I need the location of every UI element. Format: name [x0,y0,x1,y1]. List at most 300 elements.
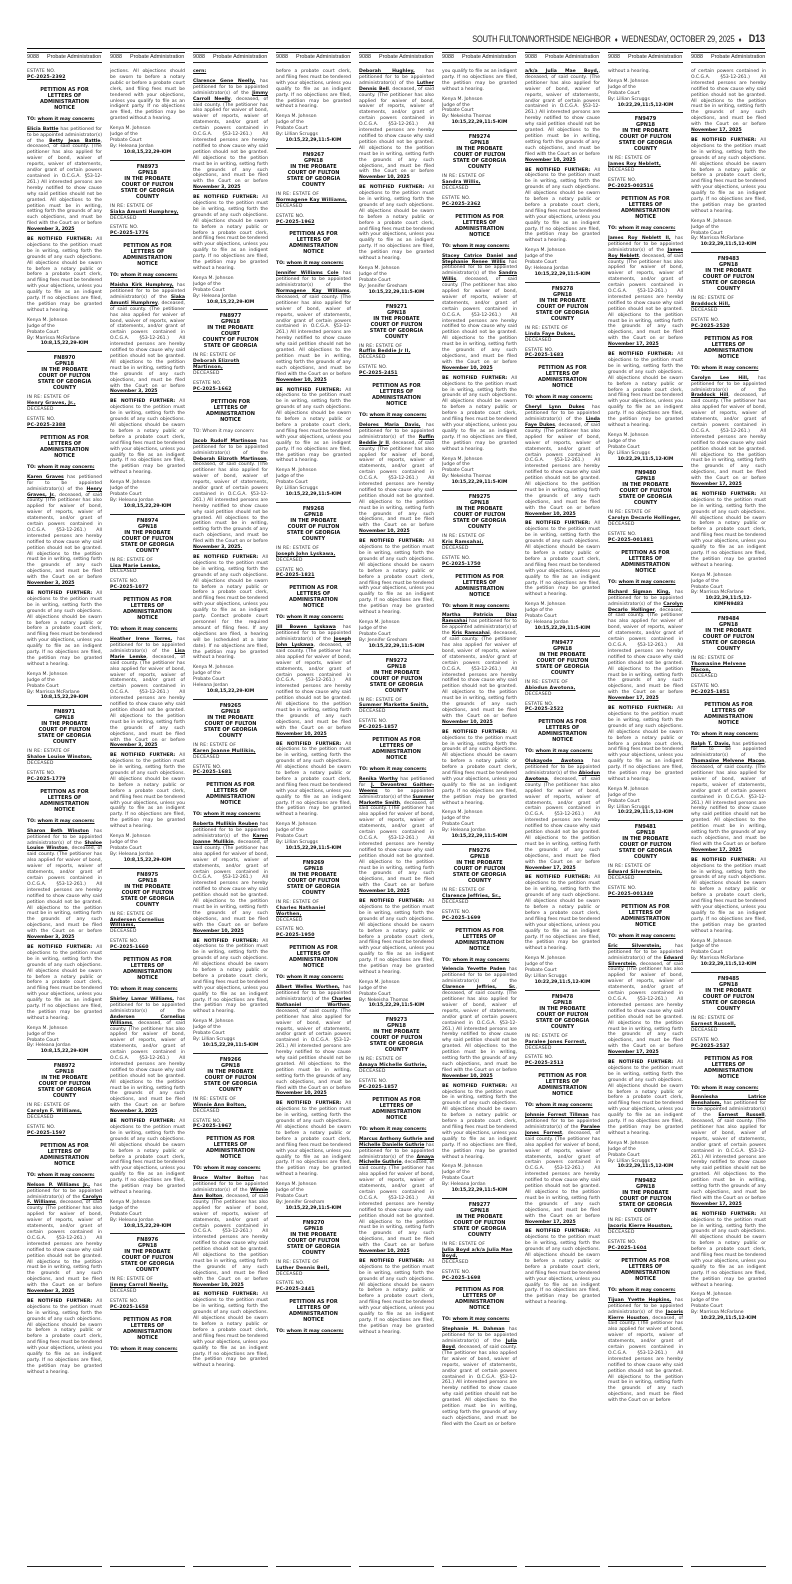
judge-title: Judge of the [525,962,553,968]
notice-addressee [691,732,766,738]
publication-dates: 10:8,15,22,29-KIM [123,503,172,509]
notice-title-line: LETTERS OF [296,237,331,244]
notice-addressee [525,749,600,755]
notice-title-line: ADMINISTRATION [289,1311,338,1318]
publication-dates: 10:15,22,29,11:5-KIM [368,643,425,649]
estate-no-label: ESTATE NO. [110,1299,139,1305]
court-name-line: COUNTY [467,524,492,531]
deceased-label: DECEASED [276,1271,303,1277]
petition-text: , deceased, of said county. (The petitioner has also applied for waiver of bond, waiver of reports, waiver of statements, and/or grant of certain powers contained in O.C.G.A. §53-12-261.) All interested persons are hereby notified to show cause why said petition should not be granted. All objections to the petition must be in writing, setting forth the grounds of any such objections, and must be filed with the Court on or before [276,1002,351,1091]
publication-dates: 10:22,29,11:5,12-KIM [700,962,757,968]
estate-number-block [110,225,185,237]
judge-signature [525,602,600,632]
to-label: TO: [276,975,287,981]
estate-no-label: ESTATE NO. [525,1055,554,1061]
estate-no-label: ESTATE NO. [27,69,56,74]
be-notified-text: All objections to the petition must be in writing, setting forth the grounds of any such objections. All objections should be sworn to before a notary public or before a probate court clerk, and filing fees must be tendered with your objections, unless you qualify to file as an indigent party. If no objections are filed, the petition may be granted without a hearing. [27,944,102,1021]
deceased-label: DECEASED [193,1108,220,1114]
court-name-line: COUNTY [52,385,77,392]
notice-title-line: LETTERS OF [296,591,331,598]
estate-no-label: ESTATE NO. [691,318,720,323]
to-whom: whom it may concern: [120,627,178,633]
estate-no-label: ESTATE NO. [525,347,554,353]
petitioner-name: Richard Sigman King, [608,589,671,595]
by-label: By: [193,1037,202,1042]
be-notified-text: All objections to the petition must be in writing, setting forth the grounds of any such objections. All objections should be sworn to before a notary public or before a probate court clerk, and filing fees must be tendered with your objections, unless you qualify to file as an indigent party. If no objections are filed, the petition may be granted without a hearing. [442,1083,517,1160]
to-label: TO: [442,1317,453,1323]
be-notified-label: BE NOTIFIED FURTHER: [691,1211,757,1217]
notice-title-line: PETITION AS FOR [40,434,89,441]
judge-name: Kenya M. Johnson [359,619,400,625]
notice-title [608,904,683,928]
decedent-name: Shaloe Louise Winston [27,840,102,852]
be-notified-label: BE NOTIFIED FURTHER: [442,729,508,735]
deceased-label: DECEASED [359,355,386,361]
in-re-label: IN RE: ESTATE OF [525,679,569,685]
notice-header [27,705,102,745]
be-notified-paragraph [691,1212,766,1289]
estate-number: PC-2025-1851 [691,689,730,695]
by-label: By: [691,590,700,596]
petition-paragraph [27,127,102,233]
notice-title-line: NOTICE [386,755,407,762]
petition-text: has petitioned for to be appointed administrator(s) of the [110,996,185,1014]
petition-text: has petitioned for to be appointed administrator(s) of the [276,985,351,1002]
estate-no-label: ESTATE NO. [442,1269,471,1275]
be-notified-label: BE NOTIFIED FURTHER: [193,195,259,201]
to-label: TO: [359,767,370,773]
estate-number: PC-2025-2522 [525,707,564,713]
petitioner-name: Renika Worthy [359,776,398,782]
judge-title: Judge of the [110,132,138,138]
notice-addressee [276,261,351,267]
court-name-line: COURT OF FULTON [453,152,506,159]
estate-number-block [525,1055,600,1067]
in-re-label: IN RE: ESTATE OF [608,1218,652,1224]
court-name-line: COURT OF FULTON [121,535,174,542]
judge-signature [27,672,102,702]
notice-fn-number: FN8971 [53,709,76,716]
notice-title-line: PETITION AS FOR [206,782,255,789]
petition-text: has petitioned for to be appointed administrator(s) of the [110,283,185,300]
estate-of-block [691,1016,766,1034]
notice-gpn: GPN18 [138,1243,157,1250]
notice-title-line: ADMINISTRATION [40,446,89,453]
notice-title [27,435,102,459]
section-name: Probate Administration [628,54,683,60]
petition-text: has petitioned for to be appointed administrator(s) of the [525,405,600,423]
petition-text: , deceased, of said county. (The petitioner has also applied for waiver of bond, waiver of reports, waiver of statements, and/or grant of certain powers contained in O.C.G.A. §53-12-261.) All interested persons are hereby notified to show cause why said petition should not be granted. All objections to the petition must be in writing, setting forth the grounds of any such objections, and must be filed with the Court on or before [359,86,434,175]
by-label: By: [110,1217,119,1223]
petition-paragraph [27,829,102,941]
decedent-name: Carolyn F. Williams, [27,1109,82,1115]
clerk-name: Heleana Jordan [533,266,569,271]
by-label: By: [27,335,36,341]
decedent-name: Siaka Amunti Humphrey, [110,209,179,215]
in-re-label: IN RE: ESTATE OF [442,888,486,893]
notice-title [27,789,102,813]
petition-paragraph [359,1137,434,1255]
petition-text: , deceased, of said county. (The petitioner has also applied for waiver of bond, waiver of reports, waiver of statements, and/or grant of certain powers contained in O.C.G.A. §53-12-261.) All interested persons are hereby notified to show cause why said petition should not be granted. All objections to the petition must be in writing, setting forth the grounds of any such objections, and must be filed with the Court on or before [525,69,600,157]
publication-dates: 10:15,22,29,11:5-KIM [368,1003,425,1009]
objection-deadline: November 10, 2025 [359,175,410,181]
clerk-name: Heleana Jordan [118,1217,154,1223]
petition-text: , deceased, of said county. (The petitioner has also applied for waiver of bond, waiver of reports, waiver of statements, and/or grant of certain powers contained in O.C.G.A. §53-12-261.) All interested persons are hereby notified to show cause why said petition should not be granted. All objections to the petition must be in writing, setting forth the grounds of any such objections, and must be filed with the Court on or before [442,1345,517,1427]
petition-text: has petitioned for to be appointed administrator(s) of the [359,69,434,86]
judge-title: Judge of the [110,486,138,492]
estate-no-label: ESTATE NO. [608,532,637,538]
to-label: TO: [359,413,370,419]
decedent-name: Normagene Kay Williams, [276,197,347,203]
notice-header [525,636,600,676]
notice-column [608,52,683,1567]
court-name-line: IN THE PROBATE [373,315,420,322]
estate-number: PC-2025-1857 [359,1085,398,1090]
be-notified-label: BE NOTIFIED FURTHER: [691,857,757,863]
be-notified-text: All objections to the petition must be in writing, setting forth the grounds of any such objections. All objections should be sworn to before a notary public or before a probate court clerk, and filing fees must be tendered with your objections, unless you qualify to file as an indigent party. If no objections are filed, the petition may be granted without a hearing. [110,1119,185,1195]
to-whom: whom it may concern: [120,1346,178,1352]
estate-number-block [110,579,185,591]
court-name-line: COURT [220,331,241,338]
notice-title-line: ADMINISTRATION [206,794,255,801]
notice-header [27,1059,102,1099]
judge-signature [608,79,683,109]
judge-signature [276,114,351,144]
court-name-line: IN THE PROBATE [539,1005,586,1012]
be-notified-text: All objections to the petition must be in writing, setting forth the grounds of any such objections. All objections should be sworn to before a notary public or before a probate court clerk, and filing fees must be tendered with your objections, unless you qualify to file as an indigent party. If no objections are filed, the petition may be granted without a hearing. [359,185,434,262]
court-name-line: STATE OF GEORGIA [618,848,673,855]
judge-signature [110,834,185,864]
estate-of-block [276,1260,351,1278]
court-name-line: STATE OF GEORGIA [535,309,590,316]
petition-paragraph [193,822,268,934]
petition-text: , deceased, of said county. (The petitioner has also applied for waiver of bond, waiver of reports, waiver of statements, and/or grant of certain powers contained in O.C.G.A. §53-12-261.) All interested persons are hereby notified to show cause why said petition should not be granted. All objections to the petition must be in writing, setting forth the grounds of any such objections, and must be filed with the Court on or before [276,643,351,731]
notice-title-line: LETTERS OF [711,1061,746,1068]
court-name-line: COUNTY [135,193,160,200]
petition-text: has petitioned for to be appointed administrator(s) of the [276,625,351,643]
in-re-label: IN RE: ESTATE OF [193,353,237,359]
deceased-label: DECEASED [276,557,303,563]
be-notified-text: All objections to the petition must be in writing, setting forth the grounds of any such objections. All objections should be sworn to before a notary public or before a probate court clerk, and filing fees must be tendered with your objections, unless you qualify to file as an indigent party. If no objections are filed, the petition may be granted without a hearing. [193,938,268,1015]
column-section-header [691,52,766,63]
estate-of-block [525,680,600,698]
to-label: TO: [276,261,287,267]
notice-title [27,87,102,111]
court-name-line: STATE OF GEORGIA [535,663,590,670]
notice-fn-number: FN9481 [634,824,657,831]
estate-no-label: ESTATE NO. [442,555,471,561]
notice-title-line: NOTICE [54,1160,75,1167]
notice-title [608,196,683,220]
estate-number-block [691,684,766,696]
to-label: TO: [276,615,287,621]
be-notified-text: All objections to the petition must be in writing, setting forth the grounds of any such objections. All objections should be sworn to before a notary public or before a probate court clerk, and filing fees must be tendered with your objections, unless you qualify to file as an indigent party. If no objections are filed, the petition may be granted without a hearing. [110,753,185,830]
notice-title [691,702,766,726]
in-re-label: IN RE: ESTATE OF [276,545,320,551]
notice-addressee [276,1329,351,1335]
notice-title-line: LETTERS OF [296,951,331,958]
court-name-line: IN THE PROBATE [41,367,88,374]
notice-title [359,737,434,761]
notice-fn-number: FN9477 [551,639,574,646]
judge-signature [608,1141,683,1171]
to-whom: whom it may concern: [369,1126,427,1132]
notice-title [442,574,517,598]
section-name: Probate Administration [213,54,268,60]
notice-title [442,928,517,952]
court-name-line: COURT OF FULTON [38,373,91,380]
notice-title-line: NOTICE [54,452,75,459]
to-label: TO: [27,116,38,122]
by-label: By: [608,1158,617,1164]
estate-of-block [691,296,766,314]
notice-title-line: ADMINISTRATION [621,1269,670,1276]
decedent-name: Karen Joanne Mullikin, [193,748,256,754]
court-name-line: COURT OF FULTON [702,634,755,641]
notice-title [110,957,185,981]
decedent-name: Amaya Michelle Guthrie [359,1154,434,1166]
notice-title [193,1136,268,1160]
judge-title: Judge of the [110,840,138,845]
court-name-line: COUNTY [135,901,160,908]
to-whom: whom it may concern: [120,273,178,279]
to-label: TO: [691,365,702,371]
judge-signature [691,219,766,249]
court-name-line: COUNTY [467,878,492,884]
petition-text: has petitioned for to be appointed administrator(s) of the [27,828,102,846]
decedent-name: Andersen Cornelius Williams, [110,917,165,929]
be-notified-paragraph [359,539,434,616]
by-label: By: [276,486,285,492]
be-notified-text: All objections to the petition must be in writing, setting forth the grounds of any such objections. All objections should be sworn to before a notary public or before a probate court clerk, and filing fees must be tendered with your objections, unless you qualify to file as an indigent party. If no objections are filed, the petition may be granted without a hearing. [525,167,600,244]
judge-name: Kenya M. Johnson [691,572,732,578]
petitioner-name: Olukayode Awotona [525,759,584,765]
section-code: 9088 [359,54,371,60]
estate-of-block [27,395,102,413]
deceased-label: DECEASED [525,337,552,343]
notice-fn-number: FN9479 [634,116,657,123]
notice-header [691,612,766,652]
decedent-name: Henry Graves, Jr. [27,486,102,498]
decedent-name: Summer Markette Smith [359,794,434,806]
court-name-line: IN THE PROBATE [705,988,752,995]
notice-addressee [442,244,517,250]
court-name-line: IN THE PROBATE [705,268,752,275]
notice-title-line: PETITION AS FOR [455,213,504,220]
in-re-label: IN RE: ESTATE OF [276,899,320,905]
notice-column [359,52,434,1567]
notice-header [608,1174,683,1214]
court-label: Probate Court [442,108,474,114]
estate-number: PC-2025-001881 [608,538,654,544]
petition-text: has petitioned for to be appointed administrator(s) of the [608,235,683,253]
notice-title [359,1097,434,1121]
estate-number: PC-2025-1662 [193,386,232,392]
court-name-line: COURT OF FULTON [204,1074,257,1081]
petition-text: , deceased, of said county. (The petitioner has also applied for waiver of bond, waiver of reports, waiver of statements, and/or grant of certain powers contained in O.C.G.A. §53-12-261.) All interested persons are hereby notified to show cause why said petition should not be granted. All objections to the petition must be in writing, setting forth the grounds of any such objections, and must be filed with the Court on or before [110,654,185,743]
judge-name: Kenya M. Johnson [27,317,68,323]
by-label: By: [359,997,368,1003]
to-whom: whom it may concern: [37,116,95,122]
notice-gpn: GPN18 [553,291,572,298]
court-name-line: COURT OF FULTON [702,274,755,281]
objection-deadline: November 3, 2025 [27,581,75,587]
judge-signature [442,810,517,840]
decedent-name: Braddock Hill [691,393,729,399]
to-whom: whom it may concern: [535,749,593,755]
petitioner-name: James Roy Neblett II, [608,235,671,241]
estate-number: PC-2025-1660 [110,945,149,951]
notice-gpn: GPN18 [470,140,489,147]
decedent-name: Charles Nathaniel Worthen [276,996,351,1008]
notice-fn-number: FN9273 [385,1017,408,1024]
notice-text-continued: jections. All objections should be sworn to before a notary public or before a probate court clerk, and filing fees must be tendered with your objections, unless you qualify to file as an indigent party. If no objections are filed, the petition may be granted without a hearing. [110,69,185,122]
estate-no-label: ESTATE NO. [359,719,388,725]
court-name-line: STATE OF GEORGIA [286,1243,341,1250]
objection-deadline: November 17, 2025 [691,1201,742,1207]
court-name-line: IN THE PROBATE [290,871,337,878]
judge-signature [110,1200,185,1230]
judge-signature [359,620,434,650]
notice-gpn: GPN18 [387,663,406,670]
decedent-name: Karen Joanne Mullikin [193,834,268,845]
court-label: Probate Court [110,137,142,143]
petition-text: has petitioned for to be appointed administrator(s) of the [27,474,102,492]
judge-signature [359,266,434,296]
petition-text: has petitioned for to be appointed administrator(s) of the [359,1142,434,1160]
notice-title [110,597,185,621]
petition-paragraph [525,759,600,871]
section-code: 9088 [110,54,122,60]
notice-title [442,1287,517,1311]
notice-title-line: LETTERS OF [47,794,82,801]
notice-title-line: ADMINISTRATION [206,1148,255,1155]
notice-addressee [525,1103,600,1109]
notice-gpn: GPN18 [138,523,157,530]
notice-title [608,550,683,574]
petition-text: has petitioned for to be appointed administrator(s) of the [27,126,102,144]
deceased-label: DECEASED [525,691,552,697]
petition-text: , deceased, of said county. (The petitioner has also applied for waiver of bond, waiver of reports, waiver of statements, and/or grant of certain powers contained in O.C.G.A. §53-12-261.) All interested persons are hereby notified to show cause why said petition should not be granted. All objections to the petition must be in writing, setting forth the grounds of any such objections, and must be filed with the Court on or before [608,1315,683,1404]
petition-paragraph [691,376,766,488]
decedent-name: Jimmy Carroll Neelly [193,90,268,102]
notice-fn-number: FN9482 [634,1178,657,1185]
notice-header [276,148,351,188]
notice-title-line: LETTERS OF [711,341,746,348]
notice-header [691,972,766,1012]
petition-text: has petitioned for to be appointed administrator(s) of the [442,259,517,277]
publication-dates: 10:15,22,29,11:5-KIM [451,480,508,486]
notice-title-line: ADMINISTRATION [621,207,670,214]
estate-number-block [359,1079,434,1091]
court-name-line: COURT OF FULTON [453,866,506,872]
notice-column [691,52,766,1567]
petition-text: , deceased, of said county. (The petitioner has also applied for waiver of bond, waiver of reports, waiver of statements, and/or grant of certain powers contained in O.C.G.A. §53-12-261.) All interested persons are hereby notified to show cause why said petition should not be granted. All objections to the petition must be in writing, setting forth the grounds of any such objections, and must be filed with the Court on or before [608,253,683,342]
deceased-label: DECEASED [608,522,635,528]
objection-deadline: November 3, 2025 [193,185,241,191]
court-name-line: COUNTY [467,164,492,171]
notice-header [442,130,517,170]
judge-name: Kenya M. Johnson [276,114,317,120]
deceased-label: DECEASED [27,761,54,767]
be-notified-text: All objections to the petition must be in writing, setting forth the grounds of any such objections. All objections should be sworn to before a notary public or before a probate court clerk, and filing fees must be tendered with your objections, unless you qualify to file as an indigent party. If no objections are filed, the petition may be granted without a hearing. [525,1229,600,1306]
judge-title: Judge of the [691,224,719,230]
court-label: Probate Court [608,798,640,804]
court-name-line: IN THE PROBATE [124,529,171,536]
notice-fn-number: FN8977 [219,313,242,320]
notice-fn-number: FN9480 [634,470,657,477]
notice-title-line: PETITION AS FOR [40,1142,89,1149]
notice-title-line: NOTICE [137,975,158,982]
court-name-line: IN THE PROBATE [207,1068,254,1075]
court-name-line: STATE OF GEORGIA [701,640,756,647]
petitioner-name: Velencia Yevette Paden [442,967,506,973]
petition-text: has petitioned for to be appointed administrator(s) of the [525,759,600,777]
court-name-line: COURT OF FULTON [370,321,423,328]
notice-title-line: PETITION AS FOR [621,549,670,556]
court-name-line: IN THE PROBATE [539,297,586,304]
notice-fn-number: FN8973 [136,163,159,170]
to-whom: whom it may concern: [286,615,344,621]
objection-deadline: November 10, 2025 [276,1091,327,1097]
clerk-name: Nekeisha Thomas [450,114,492,120]
notice-title-line: ADMINISTRATION [455,939,504,946]
decedent-name: Julia Boyd a/k/a Julia Mae Boyd, [442,1247,513,1259]
notice-title-line: PETITION AS FOR [289,945,338,952]
petition-paragraph [691,742,766,854]
to-label: TO: [442,603,453,609]
notice-title-line: LETTERS OF [545,371,580,378]
estate-no-label: ESTATE NO. [691,683,720,689]
deceased-label: DECEASED [110,569,137,575]
notice-title-line: NOTICE [303,963,324,970]
decedent-name: Jacoris Kierre Houston [608,1309,683,1321]
judge-title: Judge of the [608,438,636,444]
publication-dates: 10:15,22,29,11:5-KIM [285,491,342,497]
court-name-line: COURT OF FULTON [536,303,589,310]
court-label: Probate Court [193,1031,225,1037]
judge-name: Kenya M. Johnson [442,96,483,102]
notice-gpn: GPN18 [470,854,489,860]
decedent-name: Luther Dennis Bell [359,80,434,92]
notice-fn-number: FN9265 [219,702,242,709]
estate-number-block [276,568,351,580]
estate-number-block [691,318,766,330]
estate-number: PC-2025-2513 [525,1061,564,1067]
court-label: Probate Court [27,329,59,335]
petition-text: has petitioned for to be appointed administrator(s) of the [691,375,766,393]
section-name: Probate Administration [711,54,766,60]
estate-of-block [442,174,517,192]
be-notified-label: BE NOTIFIED FURTHER: [276,387,342,393]
notice-title-line: NOTICE [469,945,490,952]
estate-number: PC-2025-1699 [442,915,481,921]
court-name-line: STATE OF GEORGIA [203,1080,258,1087]
decedent-name: Lisa Marie Lemke, [110,563,161,569]
objection-deadline: November 17, 2025 [525,865,576,871]
petition-paragraph [525,405,600,517]
section-code: 9088 [276,54,288,60]
decedent-aka: a/k/a Julia Mae Boyd, [525,69,599,74]
publication-dates: 10:8,15,22,29-KIM [123,1223,172,1229]
court-name-line: IN THE PROBATE [622,128,669,135]
section-name: Probate Administration [545,54,600,60]
decedent-name: Carolyn Decarlo Hollinger [608,601,683,613]
estate-number-block [193,1119,268,1131]
notice-title-line: ADMINISTRATION [455,585,504,592]
by-label: By: [276,132,285,138]
petition-text: has petitioned for to be appointed administrator(s) of the [193,78,268,96]
